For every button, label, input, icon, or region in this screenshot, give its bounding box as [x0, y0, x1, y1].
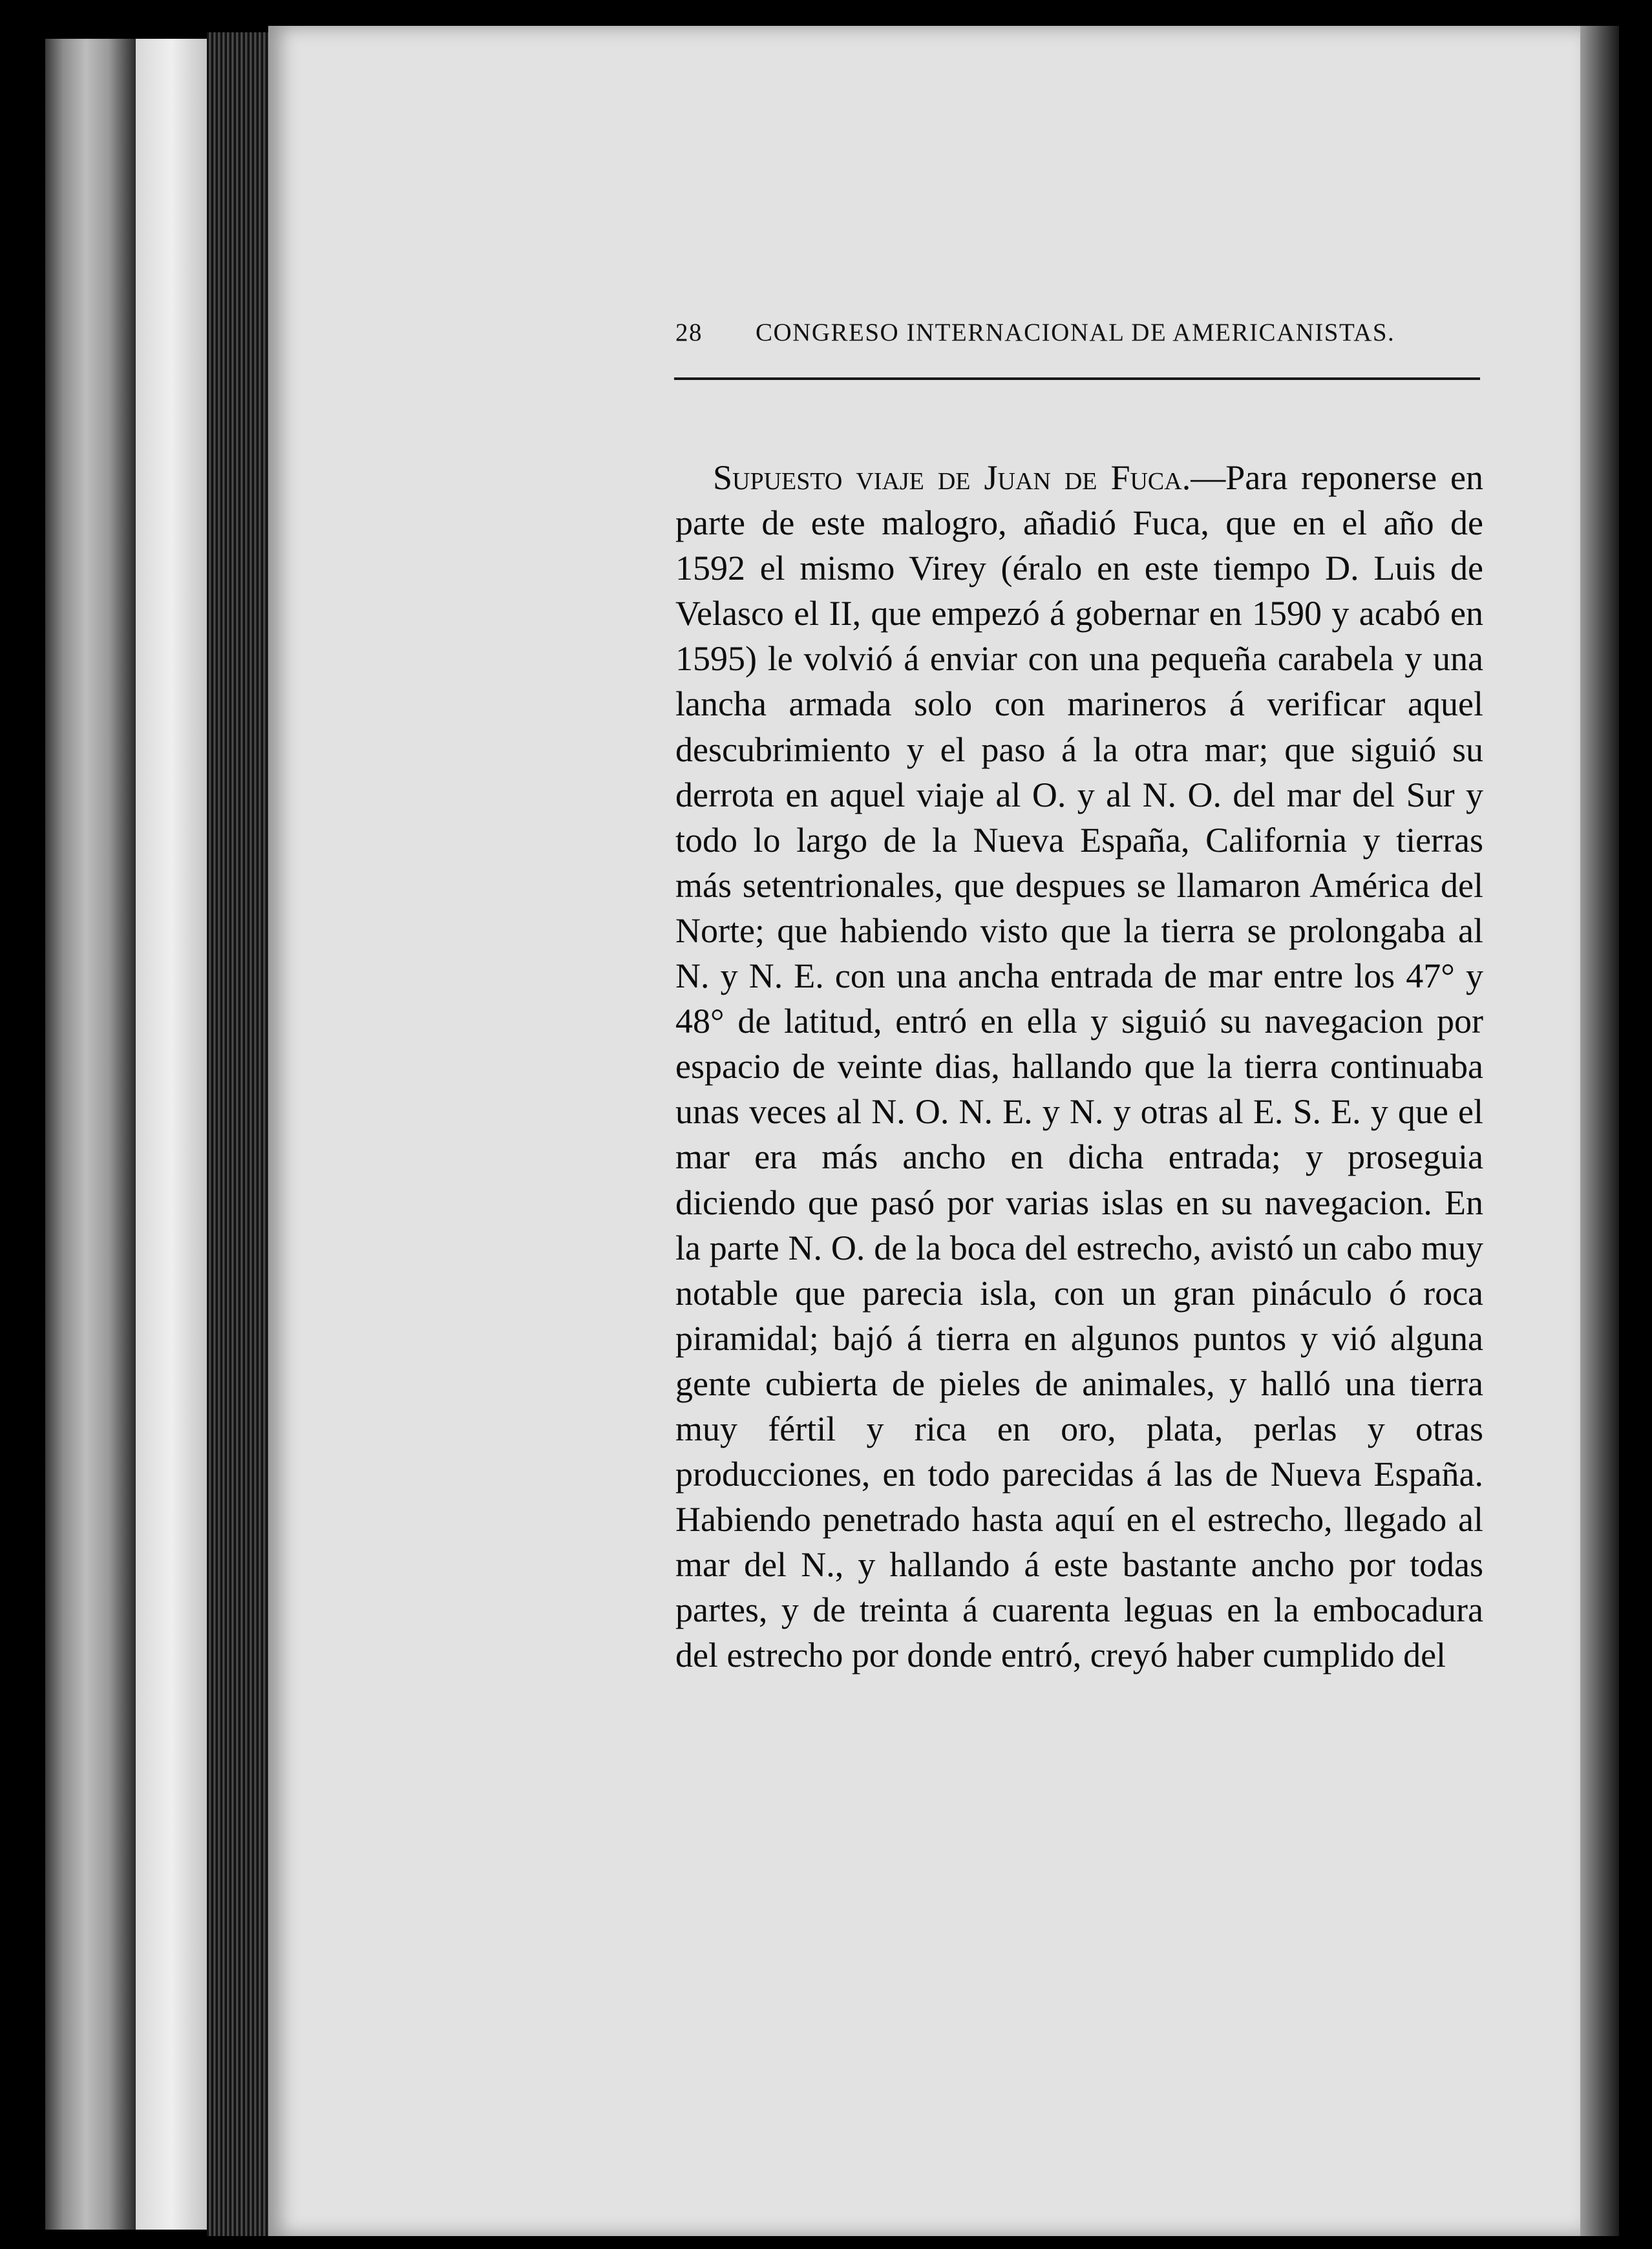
body-paragraph: [675, 455, 1483, 1678]
running-title: CONGRESO INTERNACIONAL DE AMERICANISTAS.: [756, 319, 1395, 346]
page-number: 28: [675, 319, 703, 346]
section-title: Supuesto viaje de Juan de Fuca.: [713, 458, 1191, 497]
header-rule: [674, 377, 1480, 380]
cover-edge: [136, 39, 207, 2230]
page-edges-gutter: [207, 32, 268, 2236]
paragraph-text: —Para reponerse en parte de este malogro, añadió Fuca, que en el año de 1592 el mismo Virey (éralo en este tiempo D. Luis de Velasco el II, que empezó á gobernar en 1590 y acabó en 1595) le volvió á enviar con una pequeña carabela y una lancha armada solo con marineros á verificar aquel descubrimiento y el paso á la otra mar; que siguió su derrota en aquel viaje al O. y al N. O. del mar del Sur y todo lo largo de la Nueva España, California y tierras más setentrionales, que despues se llamaron América del Norte; que habiendo visto que la tierra se prolongaba al N. y N. E. con una ancha entrada de mar entre los 47° y 48° de latitud, entró en ella y siguió su navegacion por espacio de veinte dias, hallando que la tierra continuaba unas veces al N. O. N. E. y N. y otras al E. S. E. y que el mar era más ancho en dicha entrada; y proseguia diciendo que pasó por varias islas en su navegacion. En la parte N. O. de la boca del estrecho, avistó un cabo muy notable que parecia isla, con un gran pináculo ó roca piramidal; bajó á tierra en algunos puntos y vió alguna gente cubierta de pieles de animales, y halló una tierra muy fértil y rica en oro, plata, perlas y otras producciones, en todo parecidas á las de Nueva España. Habiendo penetrado hasta aquí en el estrecho, llegado al mar del N., y hallando á este bastante ancho por todas partes, y de treinta á cuarenta leguas en la embocadura del estrecho por donde entró, creyó haber cumplido del: [675, 458, 1483, 1675]
running-header: [675, 318, 1483, 348]
book-binding: [45, 39, 136, 2230]
page-right-edge: [1580, 26, 1619, 2236]
